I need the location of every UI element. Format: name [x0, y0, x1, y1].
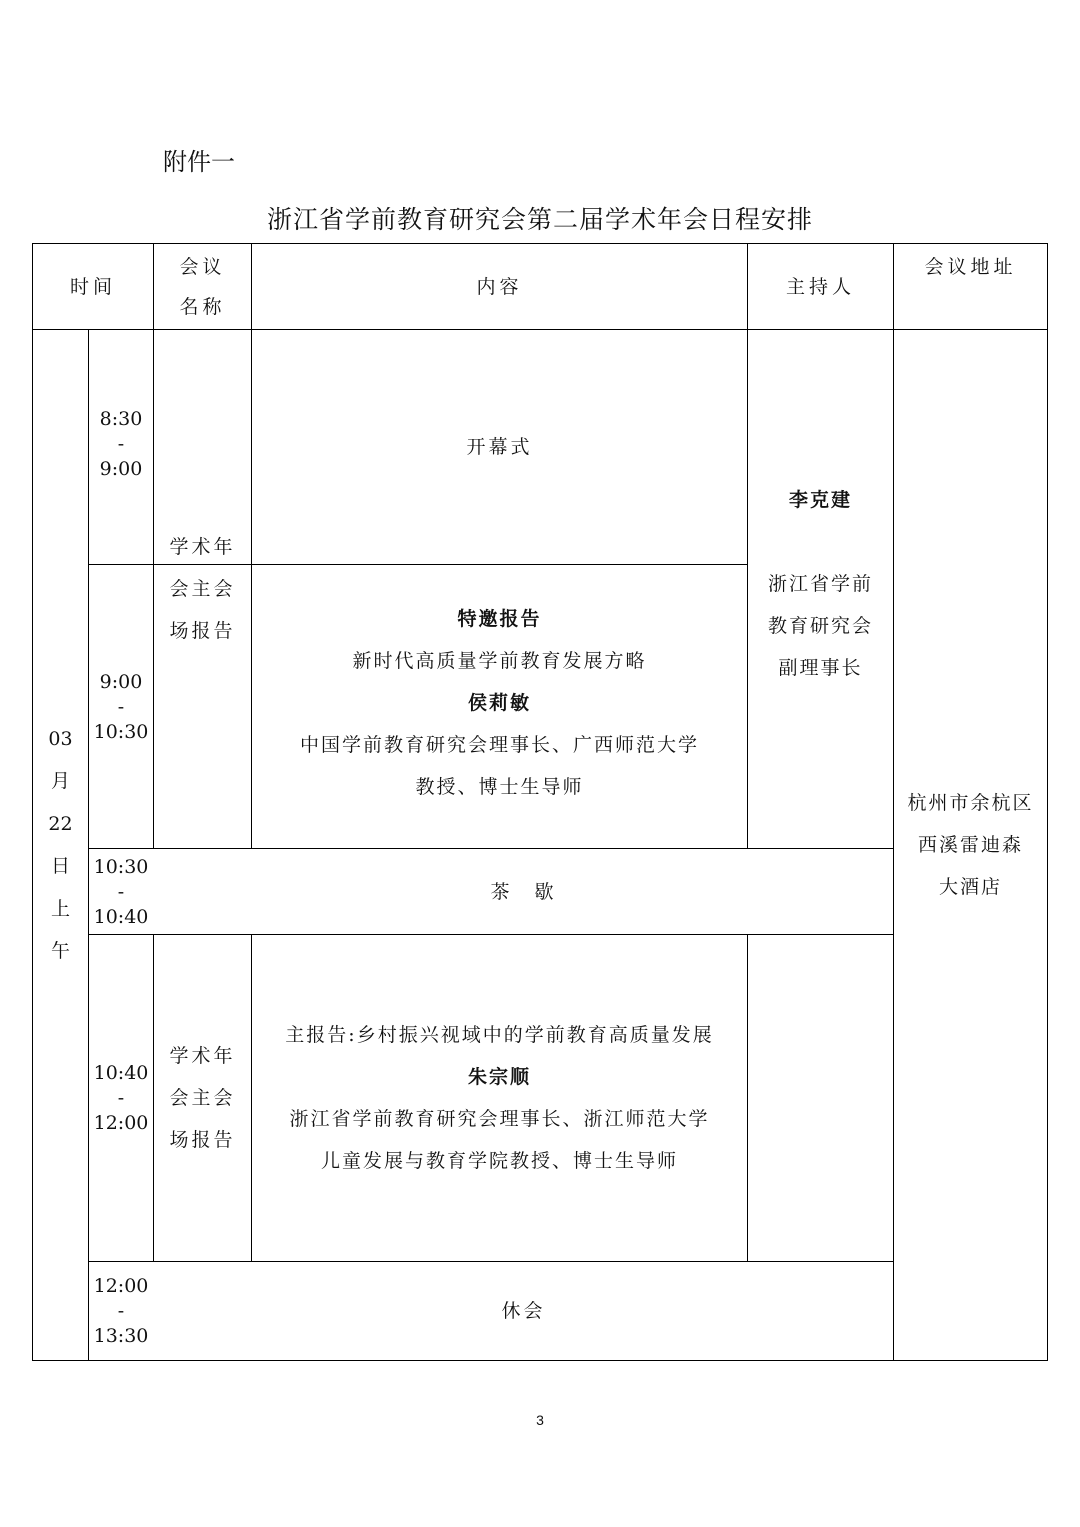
address-line: 西溪雷迪森	[917, 834, 1023, 856]
time-end: 13:30	[93, 1325, 149, 1347]
session-name-line: 会主会	[169, 578, 236, 600]
page-title: 浙江省学前教育研究会第二届学术年会日程安排	[266, 205, 813, 234]
header-name-line1: 会议	[179, 255, 226, 278]
time-slot-4	[89, 935, 153, 1261]
time-start: 12:00	[93, 1275, 149, 1297]
date-part: 上	[50, 897, 70, 920]
header-address: 会议地址	[924, 255, 1017, 278]
time-slot-5	[89, 1262, 153, 1360]
time-separator: -	[117, 1087, 125, 1109]
header-meeting-name	[154, 244, 251, 329]
time-slot-2	[89, 565, 153, 848]
session-name-1	[154, 330, 251, 848]
header-time: 时间	[69, 275, 116, 298]
time-separator: -	[117, 695, 125, 718]
session-name-2	[154, 935, 251, 1261]
keynote-affiliation: 教授、博士生导师	[415, 775, 584, 798]
time-start: 10:30	[93, 855, 149, 878]
address-cell	[894, 330, 1047, 1360]
date-part: 月	[50, 770, 70, 792]
host-title-line: 浙江省学前	[767, 573, 873, 595]
page-number: 3	[536, 1412, 544, 1428]
session-name-line: 场报告	[169, 1129, 236, 1151]
host-cell	[748, 330, 893, 848]
time-start: 9:00	[99, 670, 143, 693]
main-report-speaker: 朱宗顺	[467, 1066, 531, 1088]
content-adjourn: 休会	[501, 1300, 546, 1322]
session-name-line: 学术年	[169, 1045, 236, 1067]
header-name-line2: 名称	[179, 295, 226, 318]
address-line: 大酒店	[938, 876, 1002, 898]
header-content: 内容	[476, 275, 523, 298]
address-line: 杭州市余杭区	[907, 792, 1034, 814]
host-title-line: 副理事长	[778, 657, 863, 679]
date-part: 03	[48, 727, 73, 750]
host-title-line: 教育研究会	[767, 615, 873, 637]
date-part: 午	[50, 940, 70, 962]
opening-text: 开幕式	[466, 436, 533, 458]
keynote-speaker: 侯莉敏	[467, 691, 531, 714]
main-report-affiliation: 儿童发展与教育学院教授、博士生导师	[320, 1150, 678, 1172]
time-start: 10:40	[93, 1062, 149, 1084]
attachment-label: 附件一	[163, 148, 235, 176]
time-slot-3	[89, 849, 153, 934]
date-part: 22	[48, 812, 73, 835]
time-separator: -	[117, 1300, 125, 1322]
session-name-line: 场报告	[169, 620, 236, 642]
session-name-line: 会主会	[169, 1087, 236, 1109]
keynote-label: 特邀报告	[457, 607, 542, 630]
time-end: 10:30	[93, 720, 149, 743]
content-main-report	[252, 935, 747, 1261]
date-cell	[33, 330, 88, 1360]
main-report-topic: 主报告:乡村振兴视域中的学前教育高质量发展	[285, 1024, 714, 1046]
header-host: 主持人	[785, 275, 855, 298]
keynote-topic: 新时代高质量学前教育发展方略	[352, 649, 647, 672]
main-report-affiliation: 浙江省学前教育研究会理事长、浙江师范大学	[289, 1108, 710, 1130]
time-end: 10:40	[93, 905, 149, 928]
time-end: 9:00	[99, 458, 143, 480]
content-tea-break: 茶 歇	[490, 880, 557, 903]
time-separator: -	[117, 880, 125, 903]
session-name-line: 学术年	[169, 536, 236, 558]
content-keynote	[252, 565, 747, 848]
keynote-affiliation: 中国学前教育研究会理事长、广西师范大学	[299, 733, 699, 756]
host-name: 李克建	[788, 489, 852, 511]
date-part: 日	[50, 855, 70, 877]
time-end: 12:00	[93, 1112, 149, 1134]
host-cell-empty	[748, 935, 893, 1261]
time-separator: -	[117, 433, 125, 455]
time-start: 8:30	[99, 408, 143, 430]
time-slot-1	[89, 330, 153, 564]
